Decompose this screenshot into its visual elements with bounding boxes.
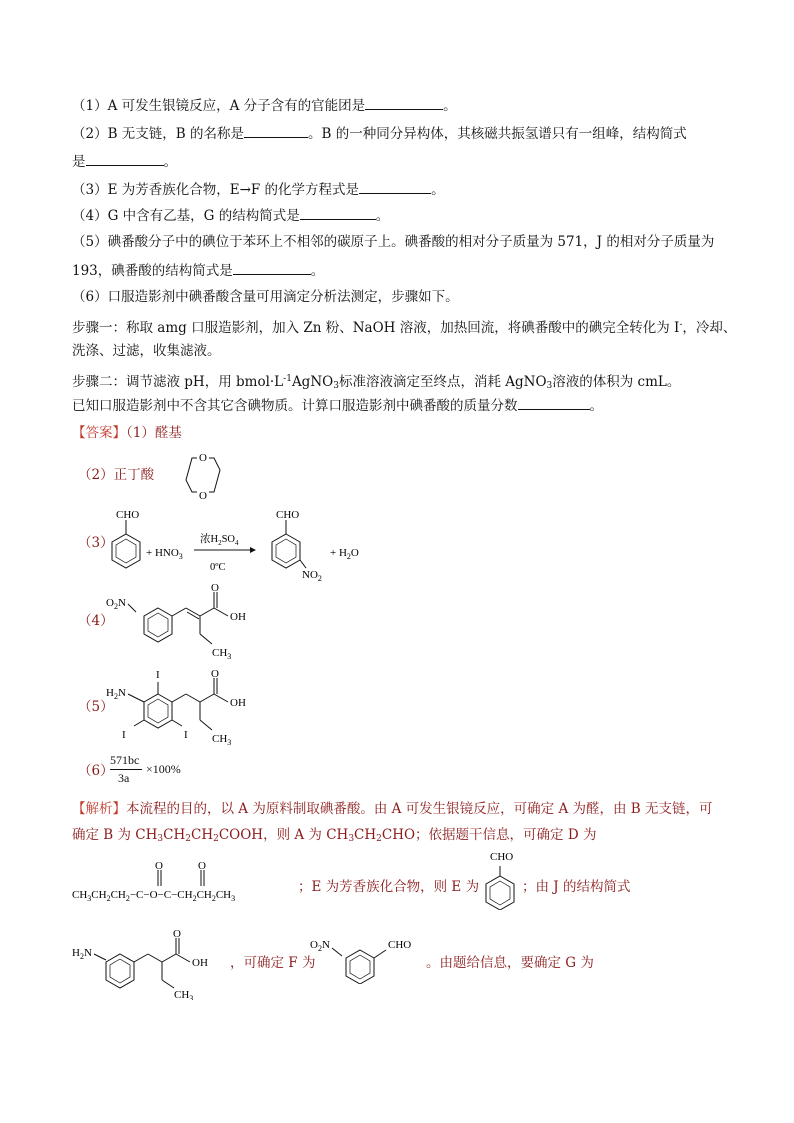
iodine-structure (104, 664, 274, 748)
bond (186, 694, 200, 702)
answer-blank (233, 261, 311, 275)
cho-label: CHO (116, 509, 140, 521)
answer-blank (244, 124, 308, 138)
bond (176, 954, 190, 962)
answer-6-label: （6） (78, 763, 114, 779)
bond (200, 720, 212, 730)
step-2: 步骤二：调节滤液 pH，用 $bmol\cdot L^{-1}AgNO_3$标准溶液滴定至终点，消耗 AgNO$_3$溶液的体积为 cmL。 (72, 374, 681, 391)
oxygen-label: O (155, 860, 163, 872)
benzene-inner (148, 699, 168, 723)
no2-label: $NO_2$ (302, 569, 322, 582)
double-bond (187, 612, 199, 619)
bond (128, 694, 144, 702)
answer-4-label: （4） (78, 613, 114, 629)
bond (332, 948, 342, 956)
bond (148, 954, 162, 962)
benzene-inner (116, 539, 136, 563)
iodine-label: I (184, 729, 188, 741)
cho-label: CHO (276, 509, 300, 521)
ch3-label: $CH_3$ (174, 989, 194, 1000)
f-structure (308, 932, 424, 984)
bond (134, 720, 144, 726)
bond (162, 954, 176, 962)
bond (374, 950, 386, 958)
bond (200, 694, 214, 702)
condition-bottom: 0ºC (210, 562, 226, 573)
question-5-cont: 193，碘番酸的结构简式是 。 (72, 263, 325, 279)
answer-header: 【答案】（1）醛基 (72, 425, 182, 441)
dioxane-structure (180, 448, 226, 502)
analysis-e-text: ；E 为芳香族化合物，则 E 为 (298, 879, 480, 895)
question-1: （1）A 可发生银镜反应，A 分子含有的官能团是 。 (72, 98, 457, 114)
arrow-head (250, 547, 256, 553)
bond (162, 980, 174, 988)
reaction-equation (100, 504, 380, 582)
oh-label: OH (230, 697, 246, 709)
g-structure (104, 584, 274, 660)
bond (200, 634, 212, 644)
e-structure (476, 848, 522, 910)
cho-label: CHO (388, 939, 412, 951)
question-3: （3）E 为芳香族化合物，E→F 的化学方程式是 。 (72, 182, 445, 198)
bond (300, 560, 306, 568)
double-bond (186, 608, 200, 616)
analysis-f-text: ，可确定 F 为 (230, 955, 316, 971)
j-structure (70, 924, 240, 1000)
iodine-label: I (156, 669, 160, 681)
ch3-label: $CH_3$ (212, 647, 232, 660)
bond (128, 604, 136, 612)
water-label: + $H_2O$ (330, 547, 359, 561)
cho-label: CHO (490, 851, 514, 863)
oh-label: OH (230, 611, 246, 623)
fraction-denominator: 3a (118, 771, 130, 785)
benzene-inner (490, 881, 510, 905)
answer-blank (518, 396, 590, 410)
bond (172, 720, 182, 726)
analysis-line-2: 确定 B 为 $CH_3CH_2CH_2COOH$，则 A 为 $CH_3CH_2CHO$；依据题干信息，可确定 D 为 (72, 827, 597, 844)
answer-blank (300, 206, 376, 220)
oxygen-label: O (199, 490, 207, 502)
analysis-g-text: 。由题给信息，要确定 G 为 (426, 955, 594, 971)
answer-2-label: （2）正丁酸 (78, 467, 155, 483)
answer-blank (365, 96, 443, 110)
oxygen-label: O (173, 928, 181, 940)
bond (214, 694, 228, 702)
oxygen-label: O (199, 452, 207, 464)
o2n-label: $O_2N$ (310, 939, 330, 953)
answer-3-label: （3） (78, 535, 114, 551)
bond (172, 608, 186, 616)
benzene-inner (110, 959, 130, 983)
benzene-inner (148, 613, 168, 637)
iodine-label: I (122, 729, 126, 741)
d-structure (70, 858, 300, 904)
answer-5-label: （5） (78, 699, 114, 715)
analysis-j-text: ；由 J 的结构简式 (522, 879, 631, 895)
fraction-numerator: 571bc (110, 753, 140, 767)
h2n-label: $H_2N$ (72, 947, 92, 961)
analysis-line-1: 【解析】本流程的目的，以 A 为原料制取碘番酸。由 A 可发生银镜反应，可确定 A 为醛，由 B 无支链，可 (72, 801, 713, 817)
bond (214, 608, 228, 616)
bond (172, 694, 186, 702)
question-4: （4）G 中含有乙基，G 的结构简式是 。 (72, 208, 390, 224)
step-1-cont: 洗涤、过滤，收集滤液。 (72, 343, 221, 359)
bond (94, 954, 106, 960)
condition-top: 浓$H_2SO_4$ (200, 534, 239, 547)
question-6: （6）口服造影剂中碘番酸含量可用滴定分析法测定，步骤如下。 (72, 289, 459, 305)
d-left-chain: $CH_3CH_2CH_2-C-O-C-CH_2CH_2CH_3$ (72, 889, 236, 903)
answer-blank (86, 152, 164, 166)
known-condition: 已知口服造影剂中不含其它含碘物质。计算口服造影剂中碘番酸的质量分数 。 (72, 398, 603, 414)
bond (134, 954, 148, 962)
hno3-label: + $HNO_3$ (146, 547, 183, 561)
o2n-label: $O_2N$ (106, 597, 126, 611)
percent-label: ×100% (146, 762, 181, 776)
oh-label: OH (192, 957, 208, 969)
answer-blank (359, 180, 431, 194)
question-2: （2）B 无支链，B 的名称是 。B 的一种同分异构体，其核磁共振氢谱只有一组峰，结构简式 (72, 126, 687, 142)
step-1: 步骤一：称取 amg 口服造影剂，加入 Zn 粉、NaOH 溶液，加热回流，将碘番酸中的碘完全转化为 I-，冷却、 (72, 320, 737, 336)
fraction-bar (110, 769, 142, 770)
oxygen-label: O (211, 668, 219, 680)
benzene-inner (276, 539, 296, 563)
oxygen-label: O (211, 584, 219, 594)
benzene-inner (350, 955, 370, 979)
question-5: （5）碘番酸分子中的碘位于苯环上不相邻的碳原子上。碘番酸的相对分子质量为 571，J 的相对分子质量为 (72, 234, 715, 250)
bond (200, 608, 214, 616)
question-2-cont: 是 。 (72, 154, 177, 170)
ch3-label: $CH_3$ (212, 733, 232, 747)
h2n-label: $H_2N$ (106, 687, 126, 701)
oxygen-label: O (198, 860, 206, 872)
